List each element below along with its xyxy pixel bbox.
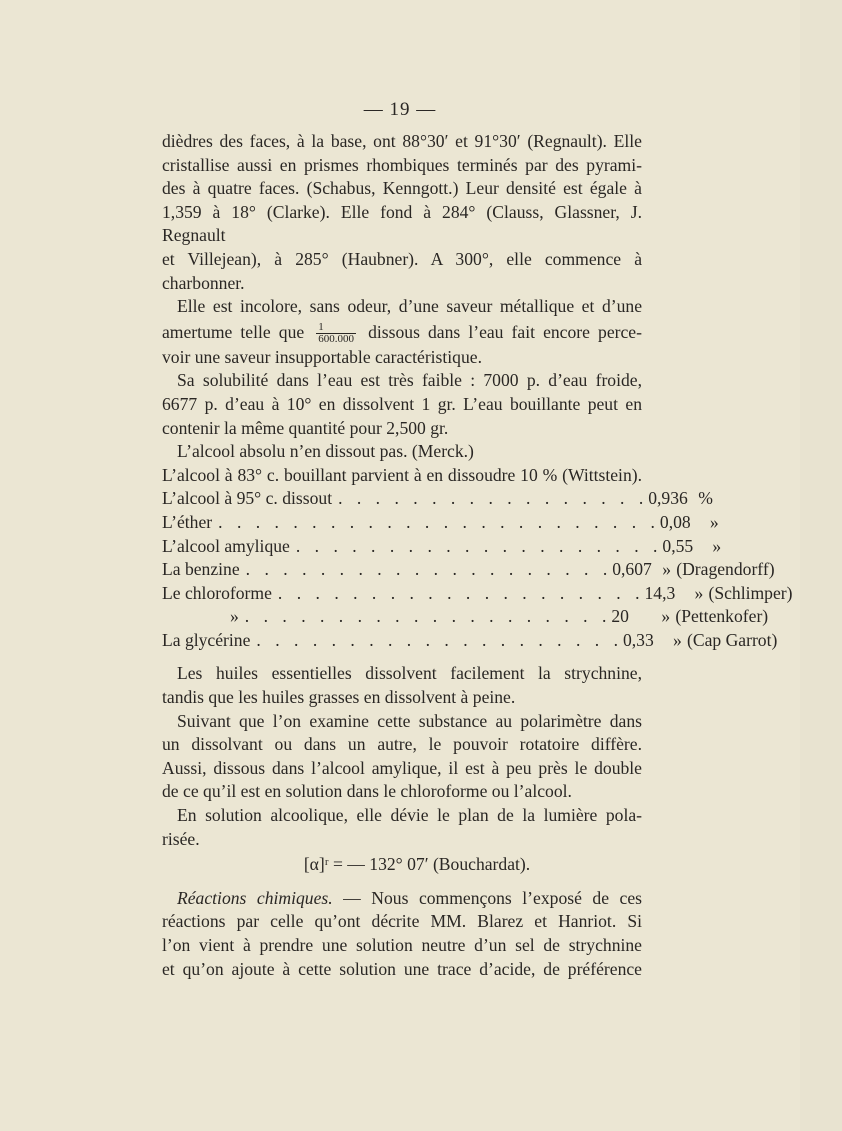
text-line: de ce qu’il est en solution dans le chloroforme ou l’alcool. — [162, 781, 572, 802]
text-fragment: dissous dans l’eau fait encore perce- — [368, 321, 642, 342]
text-line: dièdres des faces, à la base, ont 88°30′ et 91°30′ (Regnault). Elle — [162, 131, 642, 151]
table-row — [162, 487, 713, 511]
section-heading: Réactions chimiques. — [177, 887, 333, 908]
text-line: tandis que les huiles grasses en dissolvent à peine. — [162, 687, 516, 708]
leader-dots: . . . . . . . . . . . . . . . . . . . . — [277, 582, 645, 603]
solubility-unit: » — [662, 559, 672, 580]
solvent-name: La glycérine — [162, 629, 251, 650]
solvent-name: La benzine — [162, 559, 240, 580]
text-line: Elle est incolore, sans odeur, d’une saveur métallique et d’une — [177, 296, 642, 317]
text-line: contenir la même quantité pour 2,500 gr. — [162, 417, 449, 438]
solubility-value: 0,33 — [622, 629, 654, 650]
solubility-author: (Cap Garrot) — [686, 629, 778, 650]
leader-dots: . . . . . . . . . . . . . . . . . . . . . . . . — [218, 511, 660, 532]
paragraph-polarimeter — [162, 710, 642, 804]
table-row — [162, 558, 775, 582]
paragraph-reactions — [162, 887, 642, 981]
text-line-fraction — [162, 319, 642, 346]
text-line: cristallise aussi en prismes rhombiques terminés par des pyrami- — [162, 154, 642, 175]
solubility-value: 20 — [611, 606, 629, 627]
text-line: et qu’on ajoute à cette solution une trace d’acide, de préférence — [162, 958, 642, 979]
leader-dots: . . . . . . . . . . . . . . . . . . . . — [256, 629, 623, 650]
text-line: En solution alcoolique, elle dévie le plan de la lumière pola- — [177, 805, 642, 826]
solvent-name: Le chloroforme — [162, 582, 272, 603]
text-line — [162, 887, 642, 911]
text-line: un dissolvant ou dans un autre, le pouvoir rotatoire diffère. — [162, 734, 642, 755]
text-line: 1,359 à 18° (Clarke). Elle fond à 284° (Clauss, Glassner, J. Regnault — [162, 201, 642, 246]
solubility-author: (Pettenkofer) — [675, 606, 769, 627]
leader-dots: . . . . . . . . . . . . . . . . . . . . — [244, 606, 612, 627]
paragraph-water-solubility — [162, 369, 642, 440]
text-line: Les huiles essentielles dissolvent facilement la strychnine, — [177, 663, 642, 684]
table-row — [162, 535, 722, 559]
paragraph-taste — [162, 295, 642, 369]
solubility-value: 0,607 — [612, 559, 652, 580]
solubility-unit: % — [698, 488, 713, 509]
solubility-table — [162, 487, 793, 652]
table-row — [162, 582, 793, 606]
leader-dots: . . . . . . . . . . . . . . . . . — [338, 488, 649, 509]
leader-dots: . . . . . . . . . . . . . . . . . . . . — [245, 559, 613, 580]
page-number: — 19 — — [363, 99, 437, 120]
solubility-unit: » — [661, 606, 671, 627]
rotation-formula: [α]ʳ = — 132° 07′ (Bouchardat). — [303, 854, 531, 875]
text-line: Aussi, dissous dans l’alcool amylique, il est à peu près le double — [162, 757, 642, 778]
solubility-value: 0,936 — [648, 488, 688, 509]
fraction-numerator: 1 — [316, 322, 356, 334]
text-line: l’on vient à prendre une solution neutre d’un sel de strychnine — [162, 935, 642, 955]
solubility-value: 14,3 — [644, 582, 676, 603]
solvent-name: » — [230, 606, 239, 627]
solubility-unit: » — [672, 629, 682, 650]
text-line: Suivant que l’on examine cette substance au polarimètre dans — [177, 710, 642, 731]
text-line: voir une saveur insupportable caractéristique. — [162, 346, 482, 367]
table-row — [162, 629, 778, 653]
text-line: réactions par celle qu’ont décrite MM. Blarez et Hanriot. Si — [162, 911, 642, 932]
solubility-value: 0,55 — [662, 535, 694, 556]
paragraph-alcohol — [162, 440, 642, 487]
solubility-unit: » — [712, 535, 722, 556]
text-line: et Villejean), à 285° (Haubner). A 300°, elle commence à charbonner. — [162, 248, 642, 293]
text-line: risée. — [162, 828, 200, 849]
paragraph-crystal-properties — [162, 130, 642, 295]
text-fragment: amertume telle que — [162, 321, 305, 342]
solubility-unit: » — [694, 582, 704, 603]
page-body — [162, 130, 793, 981]
solubility-value: 0,08 — [659, 511, 691, 532]
table-row — [162, 605, 769, 629]
solubility-author: (Schlimper) — [708, 582, 793, 603]
solvent-name: L’alcool à 95° c. dissout — [162, 488, 333, 509]
solvent-name: L’éther — [162, 511, 213, 532]
table-row — [162, 511, 719, 535]
fraction-denominator: 600.000 — [318, 333, 355, 346]
fraction — [316, 322, 356, 345]
text-fragment: — Nous commençons l’exposé de ces — [343, 887, 642, 908]
text-line: Sa solubilité dans l’eau est très faible : 7000 p. d’eau froide, — [177, 370, 642, 391]
leader-dots: . . . . . . . . . . . . . . . . . . . . — [295, 535, 663, 556]
text-line: 6677 p. d’eau à 10° en dissolvent 1 gr. L’eau bouillante peut en — [162, 393, 642, 414]
paragraph-oils — [162, 662, 642, 709]
text-line: des à quatre faces. (Schabus, Kenngott.) Leur densité est égale à — [162, 178, 642, 199]
paragraph-polarization — [162, 804, 642, 851]
text-line: L’alcool absolu n’en dissout pas. (Merck.) — [177, 441, 474, 462]
solubility-unit: » — [709, 511, 719, 532]
solvent-name: L’alcool amylique — [162, 535, 290, 556]
text-line: L’alcool à 83° c. bouillant parvient à en dissoudre 10 % (Wittstein). — [162, 464, 642, 485]
solubility-author: (Dragendorff) — [676, 559, 775, 580]
